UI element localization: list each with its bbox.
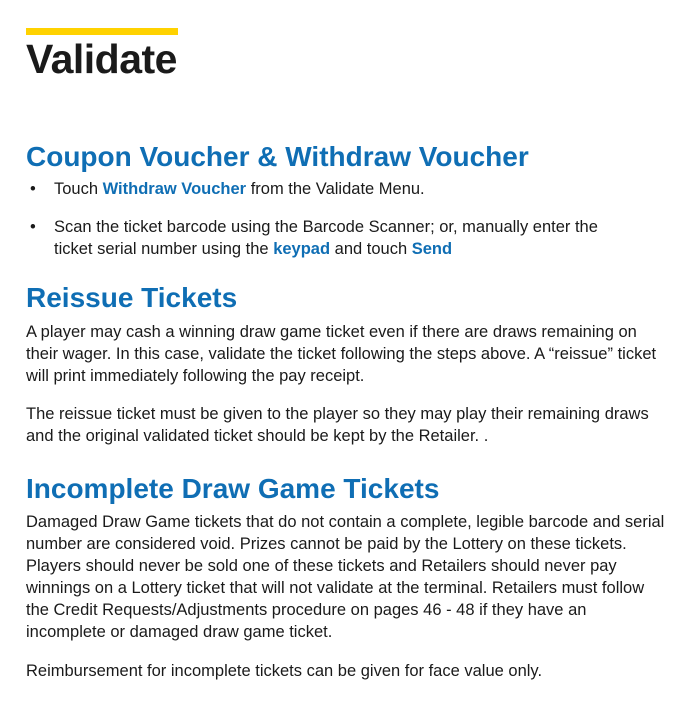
coupon-voucher-steps-2: [26, 216, 626, 260]
withdraw-voucher-link[interactable]: Withdraw Voucher: [102, 180, 247, 198]
bullet-icon: •: [30, 180, 36, 198]
step-touch-withdraw-voucher: [26, 178, 676, 200]
page-title: Validate: [26, 36, 177, 82]
send-link[interactable]: Send: [411, 240, 453, 258]
incomplete-tickets-heading: Incomplete Draw Game Tickets: [26, 473, 440, 504]
reissue-paragraph-1: A player may cash a winning draw game ticket even if there are draws remaining on their wager. In this case, validate the ticket following the steps above. A “reissue” ticket will print immediately following the pay receipt.: [26, 323, 657, 385]
step-text: Touch: [54, 180, 103, 198]
keypad-link[interactable]: keypad: [273, 240, 331, 258]
title-accent-bar: [26, 28, 178, 35]
bullet-icon: •: [30, 218, 36, 236]
coupon-voucher-heading: Coupon Voucher & Withdraw Voucher: [26, 141, 529, 172]
coupon-voucher-steps: [26, 178, 676, 200]
step-text: Scan the ticket barcode using the Barcode Scanner; or, manually enter the ticket serial number using the: [54, 218, 598, 258]
incomplete-paragraph-1: Damaged Draw Game tickets that do not contain a complete, legible barcode and serial number are considered void. Prizes cannot be paid by the Lottery on these tickets. Players should never be sold one of these tickets and Retailers should never pay winnings on a Lottery ticket that will not validate at the terminal. Retailers must follow the Credit Requests/Adjustments procedure on pages 46 - 48 if they have an incomplete or damaged draw game ticket.: [26, 513, 665, 641]
step-text: from the Validate Menu.: [246, 180, 425, 198]
step-scan-barcode: [26, 216, 626, 260]
reissue-tickets-heading: Reissue Tickets: [26, 282, 238, 313]
reissue-paragraph-2: The reissue ticket must be given to the player so they may play their remaining draws and the original validated ticket should be kept by the Retailer. .: [26, 405, 649, 445]
incomplete-paragraph-2: Reimbursement for incomplete tickets can be given for face value only.: [26, 662, 543, 680]
step-text: and touch: [330, 240, 412, 258]
